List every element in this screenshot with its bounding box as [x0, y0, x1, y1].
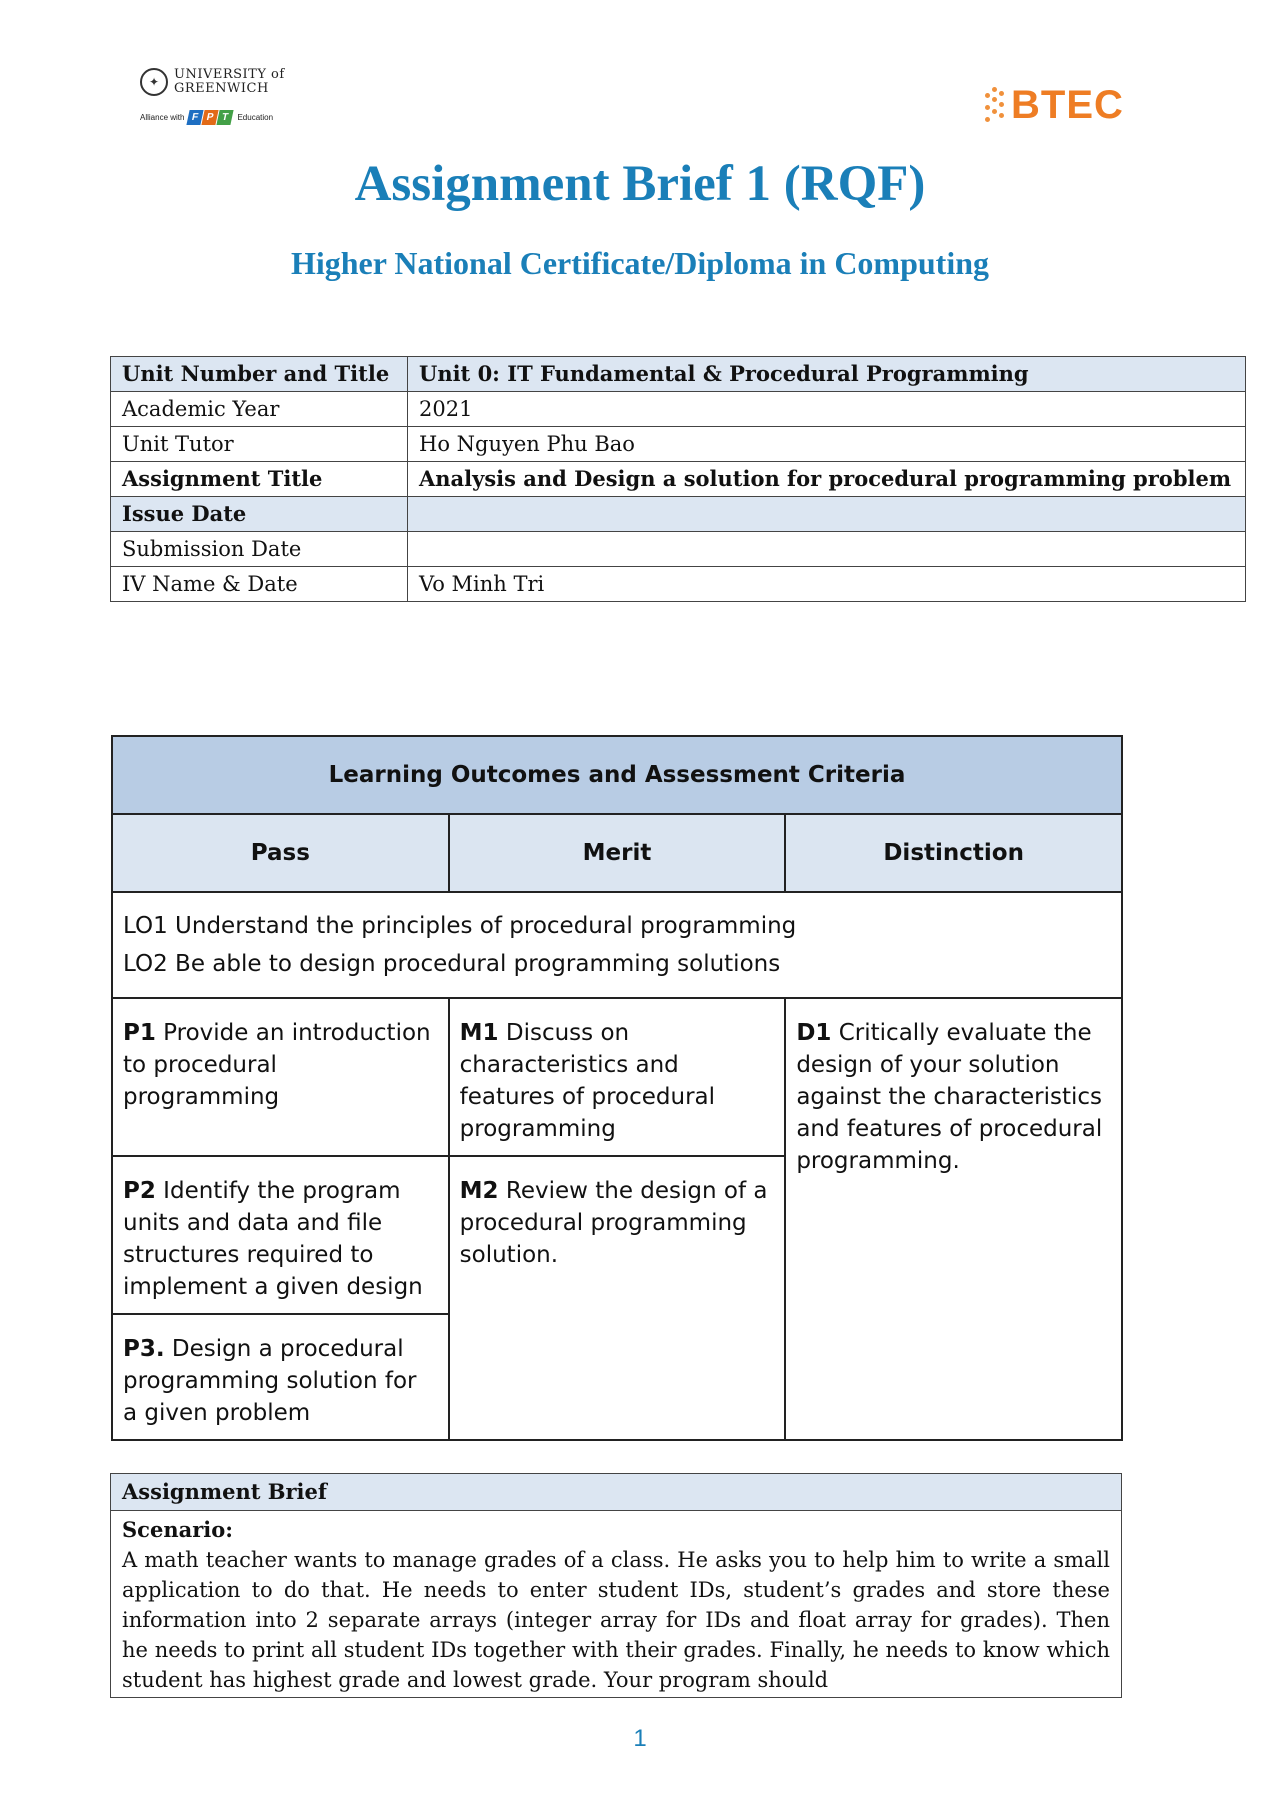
university-crest-icon: ✦ [140, 68, 168, 96]
column-header-merit: Merit [449, 814, 786, 892]
university-name: UNIVERSITY of GREENWICH [174, 67, 285, 96]
table-row [111, 532, 1246, 567]
btec-logo: BTEC [985, 80, 1135, 130]
criterion-p2: P2 Identify the program units and data and file structures required to implement a given design [112, 1156, 449, 1314]
fpt-logo: F P T [188, 110, 233, 125]
lo2-line: LO2 Be able to design procedural programming solutions [123, 951, 781, 977]
lo1-line: LO1 Understand the principles of procedural programming [123, 913, 797, 939]
alliance-line: Alliance with F P T Education [140, 112, 274, 123]
learning-outcomes-heading: Learning Outcomes and Assessment Criteria [112, 736, 1122, 814]
table-row [111, 497, 1246, 532]
row-label: Unit Tutor [111, 427, 408, 462]
university-of-greenwich-logo [140, 68, 310, 143]
row-label: Academic Year [111, 392, 408, 427]
table-row [111, 357, 1246, 392]
row-value [408, 497, 1246, 532]
row-label: Submission Date [111, 532, 408, 567]
row-label: Issue Date [111, 497, 408, 532]
table-row [111, 567, 1246, 602]
assignment-brief-box [110, 1473, 1122, 1698]
table-row [111, 427, 1246, 462]
table-row [111, 392, 1246, 427]
assignment-brief-body [111, 1511, 1121, 1697]
scenario-text: A math teacher wants to manage grades of a class. He asks you to help him to write a small application to do that. He needs to enter student IDs, student’s grades and store these information into 2 separate arrays (integer array for IDs and float array for grades). Then he needs to print all student IDs together with their grades. Finally, he needs to know which student has highest grade and lowest grade. Your program should [122, 1548, 1110, 1692]
row-value [408, 532, 1246, 567]
criterion-d1: D1 Critically evaluate the design of your solution against the characteristics and features of procedural programming. [785, 998, 1122, 1440]
row-label: Unit Number and Title [111, 357, 408, 392]
page-number: 1 [633, 1725, 647, 1752]
scenario-label: Scenario: [122, 1517, 233, 1542]
column-header-distinction: Distinction [785, 814, 1122, 892]
row-value: Vo Minh Tri [408, 567, 1246, 602]
row-value: Ho Nguyen Phu Bao [408, 427, 1246, 462]
document-title: Assignment Brief 1 (RQF) [354, 156, 926, 212]
criterion-p3: P3. Design a procedural programming solution for a given problem [112, 1314, 449, 1440]
criterion-m2: M2 Review the design of a procedural programming solution. [449, 1156, 786, 1440]
row-value: Analysis and Design a solution for procedural programming problem [408, 462, 1246, 497]
row-value: Unit 0: IT Fundamental & Procedural Programming [408, 357, 1246, 392]
criterion-m1: M1 Discuss on characteristics and features of procedural programming [449, 998, 786, 1156]
unit-info-table [110, 356, 1246, 602]
assignment-brief-heading: Assignment Brief [111, 1474, 1121, 1511]
row-label: IV Name & Date [111, 567, 408, 602]
table-row [111, 462, 1246, 497]
learning-outcomes-list [112, 892, 1122, 998]
row-value: 2021 [408, 392, 1246, 427]
column-header-pass: Pass [112, 814, 449, 892]
criterion-p1: P1 Provide an introduction to procedural programming [112, 998, 449, 1156]
btec-dots-icon [985, 85, 1011, 125]
learning-outcomes-table [111, 735, 1123, 1441]
document-subtitle: Higher National Certificate/Diploma in Computing [290, 245, 990, 281]
row-label: Assignment Title [111, 462, 408, 497]
